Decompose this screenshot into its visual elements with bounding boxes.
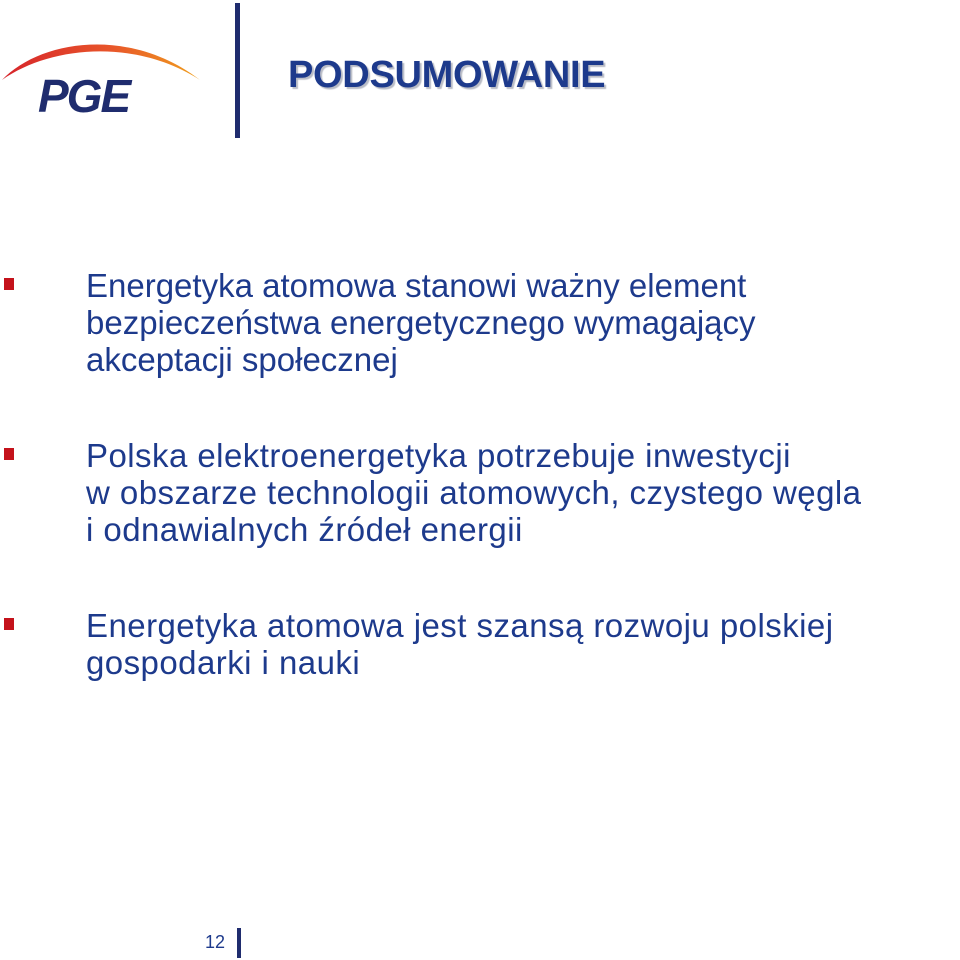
footer-divider (237, 928, 241, 958)
bullet-list (0, 267, 960, 681)
pge-logo (0, 28, 205, 123)
logo-wordmark: PGE (38, 70, 130, 122)
bullet-text-line: i odnawialnych źródeł energii (86, 511, 523, 548)
pge-logo-graphic (0, 28, 205, 123)
header-divider (235, 3, 240, 138)
bullet-text-line: gospodarki i nauki (86, 644, 361, 681)
bullet-item (0, 267, 960, 378)
bullet-item (0, 437, 960, 548)
bullet-text-line: Energetyka atomowa jest szansą rozwoju polskiej (86, 607, 834, 644)
bullet-item (0, 607, 960, 681)
bullet-text-line: w obszarze technologii atomowych, czystego węgla (86, 474, 862, 511)
page-number: 12 (205, 932, 226, 952)
bullet-text-line: akceptacji społecznej (86, 341, 398, 378)
slide-title: PODSUMOWANIE (288, 54, 606, 96)
bullet-text-line: bezpieczeństwa energetycznego wymagający (86, 304, 756, 341)
bullet-text-line: Polska elektroenergetyka potrzebuje inwestycji (86, 437, 791, 474)
bullet-text-line: Energetyka atomowa stanowi ważny element (86, 267, 747, 304)
square-bullet-icon (4, 448, 14, 460)
square-bullet-icon (4, 618, 14, 630)
square-bullet-icon (4, 278, 14, 290)
